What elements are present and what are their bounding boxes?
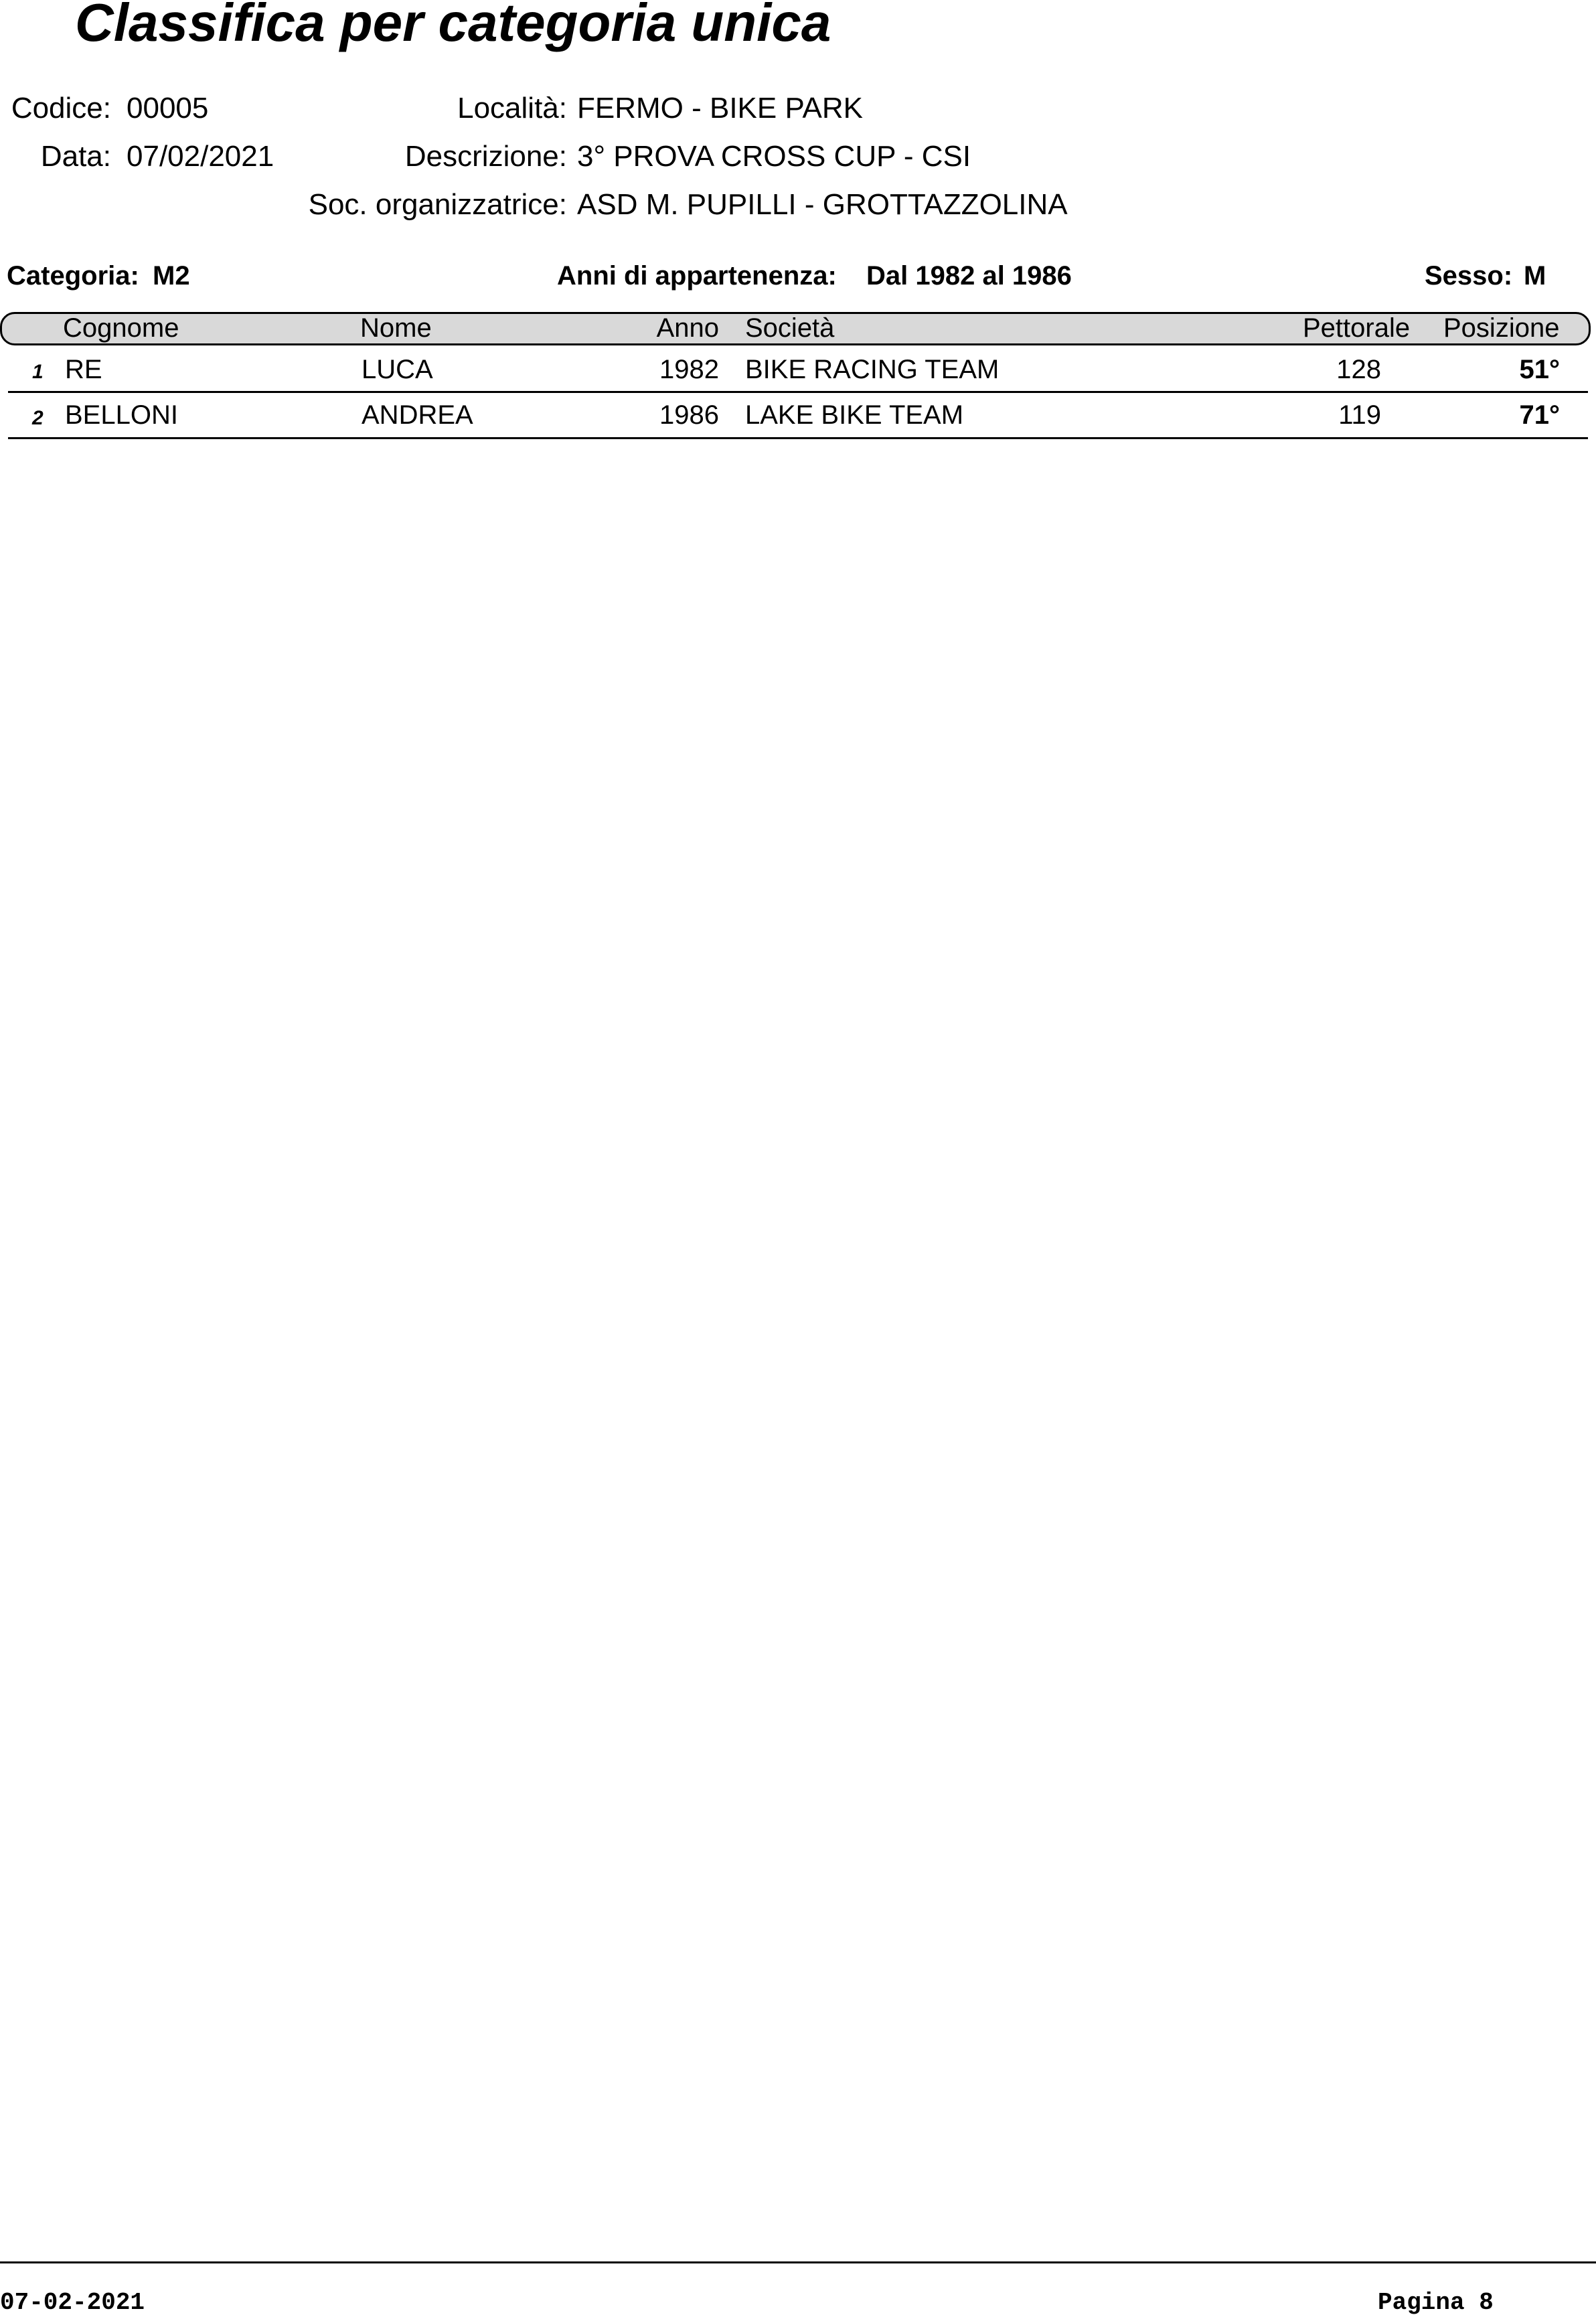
categoria-label: Categoria: — [7, 261, 139, 291]
row-pettorale: 128 — [1336, 355, 1381, 384]
header-cognome: Cognome — [63, 313, 179, 343]
row-societa: BIKE RACING TEAM — [745, 355, 1000, 384]
footer-page-number: Pagina 8 — [1378, 2289, 1494, 2316]
row-anno: 1986 — [659, 400, 719, 430]
row-divider — [8, 391, 1588, 393]
footer-date: 07-02-2021 — [0, 2289, 145, 2316]
sesso-label: Sesso: — [1425, 261, 1513, 291]
localita-value: FERMO - BIKE PARK — [577, 92, 864, 125]
page-title: Classifica per categoria unica — [75, 0, 831, 52]
row-number: 1 — [32, 361, 44, 383]
header-anno: Anno — [656, 313, 719, 343]
soc-organizzatrice-label: Soc. organizzatrice: — [308, 188, 567, 221]
row-anno: 1982 — [659, 355, 719, 384]
row-divider — [8, 437, 1588, 439]
row-nome: ANDREA — [362, 400, 473, 430]
row-posizione: 71° — [1519, 400, 1560, 430]
data-label: Data: — [40, 140, 111, 173]
descrizione-value: 3° PROVA CROSS CUP - CSI — [577, 140, 971, 173]
codice-value: 00005 — [127, 92, 209, 125]
data-value: 07/02/2021 — [127, 140, 274, 173]
soc-organizzatrice-value: ASD M. PUPILLI - GROTTAZZOLINA — [577, 188, 1068, 221]
anni-label: Anni di appartenenza: — [557, 261, 837, 291]
header-nome: Nome — [360, 313, 432, 343]
anni-value: Dal 1982 al 1986 — [866, 261, 1072, 291]
row-cognome: BELLONI — [65, 400, 178, 430]
localita-label: Località: — [457, 92, 567, 125]
row-number: 2 — [32, 407, 44, 429]
categoria-value: M2 — [153, 261, 190, 291]
row-cognome: RE — [65, 355, 102, 384]
codice-label: Codice: — [11, 92, 111, 125]
row-societa: LAKE BIKE TEAM — [745, 400, 964, 430]
header-pettorale: Pettorale — [1303, 313, 1411, 343]
sesso-value: M — [1524, 261, 1546, 291]
row-nome: LUCA — [362, 355, 433, 384]
descrizione-label: Descrizione: — [404, 140, 567, 173]
footer-divider — [0, 2261, 1596, 2263]
header-posizione: Posizione — [1443, 313, 1560, 343]
row-posizione: 51° — [1519, 355, 1560, 384]
row-pettorale: 119 — [1338, 400, 1381, 430]
header-societa: Società — [745, 313, 835, 343]
